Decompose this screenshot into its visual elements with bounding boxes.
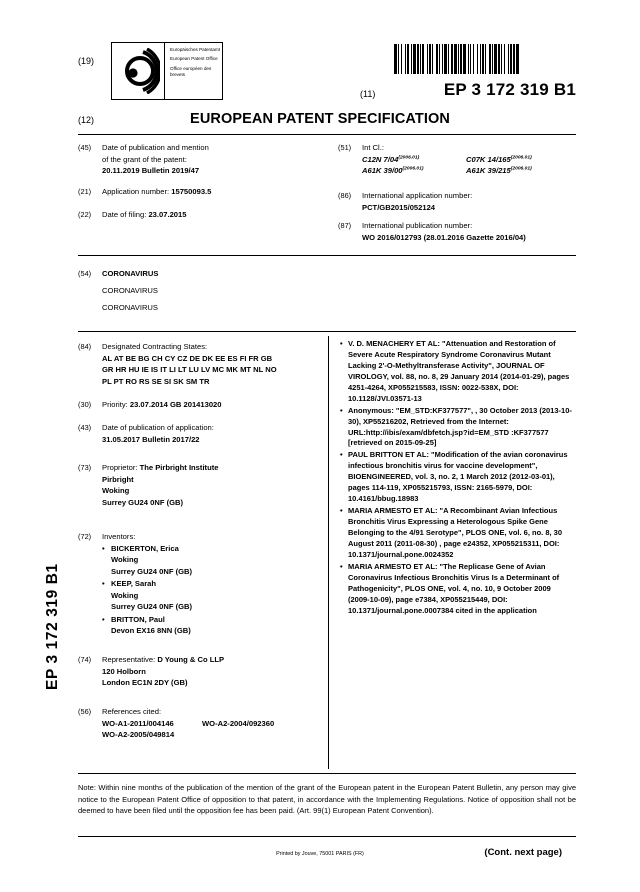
inventor-address-2: Surrey GU24 0NF (GB) [111,602,193,612]
inid-code-45: (45) [78,143,92,152]
field-45-publication-grant [78,142,318,177]
invention-title-en: CORONAVIRUS [102,269,159,278]
field-22-filing-date [78,209,318,221]
inventor-address-1: Woking [111,555,139,565]
epo-office-names [165,43,222,99]
field-87-intl-publication-number [338,220,578,243]
field-84-label: Designated Contracting States: [102,342,208,351]
inid-code-87: (87) [338,221,352,230]
inventor-name: • BICKERTON, Erica [111,543,179,553]
field-72-label: Inventors: [102,532,136,541]
invention-title-fr: CORONAVIRUS [102,303,158,313]
field-21-value: 15750093.5 [171,187,212,196]
inventor-item [111,543,323,578]
document-header [78,42,576,104]
inid-code-12: (12) [78,115,95,125]
citation-item: • V. D. MENACHERY ET AL: "Attenuation and Restoration of Severe Acute Respiratory Syndrome Coronavirus Mutant Lacking 2'-O-Methyltransferase Activity", JOURNAL OF VIROLOGY, vol. 88, no. 8, 29 January 2014 (2014-01-29), pages 4251-4264, XP055215583, ISSN: 0022-538X, DOI: 10.1128/JVI.03571-13 [348,339,572,405]
ipc-code-4: A61K $39/215^{(2006.01)}$ [466,166,532,176]
inventor-address-1: Devon EX16 8NN (GB) [111,626,191,636]
field-73-label: Proprietor: [102,463,138,472]
inventor-name: • KEEP, Sarah [111,579,157,589]
column-divider [328,336,329,769]
field-22-value: 23.07.2015 [148,210,187,219]
designated-states-line-2: GR HR HU IE IS IT LI LT LU LV MC MK MT NL NO [102,365,277,375]
reference-cited: WO-A1-2011/004146 [102,718,174,728]
field-87-label: International publication number: [362,221,473,230]
inventor-name: • BRITTON, Paul [111,614,165,624]
field-74-representative [78,654,323,689]
ipc-code-2: C07K $14/165^{(2006.01)}$ [466,154,532,164]
field-45-line1: Date of publication and mention [102,143,209,152]
inid-code-86: (86) [338,191,352,200]
epo-logo [111,42,223,100]
divider-title-top [78,255,576,256]
field-86-intl-application-number [338,190,578,213]
inid-code-54: (54) [78,269,92,278]
field-84-designated-states [78,341,323,387]
citation-item: • Anonymous: "EM_STD:KF377577", , 30 October 2013 (2013-10-30), XP55216202, Retrieved from the Internet: URL:http://ibis/exam/dbfetch.jsp?id=EM_STD :KF377577 [retrieved on 2015-09-25] [348,406,572,450]
field-56-references-cited [78,706,323,741]
inid-code-11: (11) [360,89,376,99]
inid-code-56: (56) [78,707,92,716]
inid-code-73: (73) [78,463,92,472]
proprietor-name: The Pirbright Institute [139,463,219,472]
proprietor-address-1: Pirbright [102,474,134,484]
field-30-value: 23.07.2014 GB 201413020 [129,400,222,409]
epo-arcs-icon [116,48,160,94]
inid-code-43: (43) [78,423,92,432]
field-30-label: Priority: [102,400,128,409]
ipc-code-3: A61K $39/00^{(2006.01)}$ [362,166,424,176]
office-name-de: Europäisches Patentamt [170,47,221,52]
field-72-inventors [78,531,323,638]
office-name-fr: Office européen des brevets [170,65,212,77]
opposition-note: Note: Within nine months of the publication of the mention of the grant of the European patent in the European Patent Bulletin, any person may give notice to the European Patent Office of opposition to that patent, in accordance with the Implementing Regulations. Notice of opposition shall not be deemed to have been filed until the opposition fee has been paid. (Art. 99(1) European Patent Convention). [78,783,576,816]
ipc-code-grid [362,154,578,177]
epo-emblem-icon [112,43,165,99]
inid-code-84: (84) [78,342,92,351]
patent-number: EP 3 172 319 B1 [443,80,576,99]
page-title: EUROPEAN PATENT SPECIFICATION [190,111,450,127]
field-86-value: PCT/GB2015/052124 [362,202,436,212]
field-43-label: Date of publication of application: [102,423,214,432]
field-45-value: 20.11.2019 Bulletin 2019/47 [102,166,200,176]
inventor-item [111,578,323,613]
divider-top [78,134,576,135]
office-name-en: European Patent Office [170,56,218,62]
field-45-line2: of the grant of the patent: [102,154,187,164]
field-22-label: Date of filing: [102,210,147,219]
reference-cited: WO-A2-2005/049814 [102,730,175,740]
representative-address-2: London EC1N 2DY (GB) [102,678,188,688]
designated-states-line-3: PL PT RO RS SE SI SK SM TR [102,376,210,386]
field-21-application-number [78,186,318,198]
citation-list [340,339,572,616]
inventor-list [102,543,323,637]
field-74-label: Representative: [102,655,156,664]
field-21-label: Application number: [102,187,170,196]
ipc-code-1: C12N $7/04^{(2006.01)}$ [362,154,420,164]
printer-credit: Printed by Jouve, 75001 PARIS (FR) [276,851,364,857]
invention-title-de: CORONAVIRUS [102,286,158,296]
citation-item: • MARIA ARMESTO ET AL: "The Replicase Gene of Avian Coronavirus Infectious Bronchitis Virus Is a Determinant of Pathogenicity", PLOS ONE, vol. 4, no. 10, 9 October 2009 (2009-10-09), page e7384, XP055215449, DOI: 10.1371/journal.pone.0007384 cited in the application [348,562,572,617]
inid-code-30: (30) [78,400,92,409]
divider-note-top [78,773,576,774]
divider-note-bottom [78,836,576,837]
field-86-label: International application number: [362,191,473,200]
field-87-value: WO 2016/012793 (28.01.2016 Gazette 2016/04) [362,232,526,242]
field-43-value: 31.05.2017 Bulletin 2017/22 [102,434,200,444]
citation-item: • MARIA ARMESTO ET AL: "A Recombinant Avian Infectious Bronchitis Virus Expressing a Heterologous Spike Gene Belonging to the 4/91 Serotype", PLOS ONE, vol. 6, no. 8, 30 August 2011 (2011-08-30) , page e24352, XP055215311, DOI: 10.1371/journal.pone.0024352 [348,506,572,561]
references-grid [102,718,323,741]
continuation-label: (Cont. next page) [484,847,562,858]
field-56-label: References cited: [102,707,162,716]
publication-barcode [394,44,576,74]
inid-code-72: (72) [78,532,92,541]
field-54-invention-title [78,268,318,319]
inventor-address-1: Woking [111,590,139,600]
inid-code-51: (51) [338,143,352,152]
field-43-publication-application [78,422,323,445]
page-spine-label: EP 3 172 319 B1 [44,563,61,690]
representative-name: D Young & Co LLP [157,655,225,664]
proprietor-address-3: Surrey GU24 0NF (GB) [102,497,184,507]
field-51-int-cl [338,142,578,177]
divider-title-bottom [78,331,576,332]
representative-address-1: 120 Holborn [102,666,146,676]
proprietor-address-2: Woking [102,486,130,496]
inid-code-19: (19) [78,56,95,66]
citation-item: • PAUL BRITTON ET AL: "Modification of the avian coronavirus infectious bronchitis virus for vaccine development", BIOENGINEERED, vol. 3, no. 2, 1 March 2012 (2012-03-01), pages 114-119, XP055215793, ISSN: 2165-5979, DOI: 10.4161/bbug.18983 [348,450,572,505]
field-73-proprietor [78,462,323,508]
field-30-priority [78,399,323,411]
inid-code-74: (74) [78,655,92,664]
field-51-label: Int Cl.: [362,143,384,152]
inventor-item [111,614,323,637]
inid-code-22: (22) [78,210,92,219]
inventor-address-2: Surrey GU24 0NF (GB) [111,566,193,576]
inid-code-21: (21) [78,187,92,196]
non-patent-citations [340,339,572,617]
designated-states-line-1: AL AT BE BG CH CY CZ DE DK EE ES FI FR GB [102,353,273,363]
reference-cited: WO-A2-2004/092360 [202,718,275,728]
